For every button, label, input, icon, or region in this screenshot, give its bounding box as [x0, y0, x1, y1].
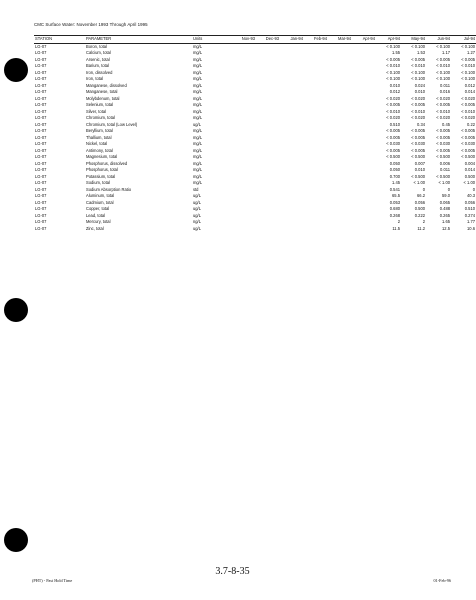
- station-cell: LG-07: [35, 128, 47, 133]
- value-cell: < 0.020: [461, 95, 475, 101]
- value-cell: < 0.500: [411, 173, 425, 179]
- header-month: May-94: [401, 36, 426, 44]
- parameter-cell: Calcium, total: [86, 50, 111, 55]
- table-row: [34, 226, 476, 233]
- value-cell: 1.53: [417, 50, 425, 55]
- value-cell: < 0.020: [461, 115, 475, 120]
- station-cell: LG-07: [35, 219, 47, 224]
- value-cell: 0.053: [389, 199, 400, 205]
- value-cell: 1.55: [392, 50, 400, 55]
- value-cell: < 0.010: [436, 63, 450, 68]
- value-cell: 2: [422, 219, 425, 224]
- value-cell: 0.024: [414, 82, 425, 88]
- value-cell: 0.34: [417, 121, 425, 127]
- value-cell: < 0.005: [411, 134, 425, 140]
- value-cell: 40.3: [467, 193, 475, 198]
- value-cell: < 0.005: [436, 102, 450, 107]
- units-cell: ug/L: [193, 193, 201, 198]
- units-cell: ug/L: [193, 206, 201, 211]
- footnote: (PHT) - Past Hold Time: [32, 578, 73, 583]
- value-cell: 11.5: [392, 225, 400, 231]
- value-cell: 0.016: [439, 89, 450, 94]
- parameter-cell: Barium, total: [86, 63, 109, 68]
- header-month: Dec-93: [256, 36, 280, 44]
- units-cell: mg/L: [193, 180, 203, 185]
- parameter-cell: Molybdenum, total: [86, 95, 120, 101]
- value-cell: < 0.005: [436, 134, 450, 140]
- value-cell: 0.268: [389, 212, 400, 218]
- parameter-cell: Phosphorus, dissolved: [86, 160, 128, 166]
- value-cell: 0.222: [414, 212, 425, 218]
- units-cell: mg/L: [193, 89, 203, 94]
- value-cell: < 0.005: [386, 128, 400, 133]
- value-cell: 0.056: [414, 199, 425, 205]
- value-cell: 0.011: [440, 82, 450, 88]
- parameter-cell: Iron, dissolved: [86, 69, 113, 75]
- units-cell: mg/L: [193, 108, 203, 114]
- value-cell: [328, 226, 352, 233]
- value-cell: < 0.500: [386, 154, 400, 159]
- value-cell: < 0.100: [461, 76, 475, 81]
- value-cell: 0.265: [439, 212, 450, 218]
- station-cell: LG-07: [35, 167, 47, 172]
- value-cell: < 0.005: [436, 128, 450, 133]
- value-cell: 0.012: [389, 89, 400, 94]
- value-cell: 0.010: [414, 167, 425, 172]
- value-cell: < 0.005: [411, 147, 425, 153]
- parameter-cell: Chromium, total: [86, 115, 115, 120]
- parameter-cell: Selenium, total: [86, 102, 114, 107]
- parameter-cell: Silver, total: [86, 108, 107, 114]
- value-cell: < 0.005: [386, 56, 400, 62]
- units-cell: mg/L: [193, 147, 203, 153]
- header-month: Mar-94: [328, 36, 352, 44]
- value-cell: < 0.100: [411, 76, 425, 81]
- value-cell: < 0.020: [411, 115, 425, 120]
- header-month: Jun-94: [426, 36, 451, 44]
- units-cell: mg/L: [193, 173, 203, 179]
- value-cell: 0.006: [439, 160, 450, 166]
- value-cell: 0.014: [464, 167, 475, 172]
- units-cell: mg/L: [193, 63, 203, 68]
- units-cell: ng/L: [193, 219, 201, 224]
- value-cell: < 0.005: [461, 128, 475, 133]
- value-cell: [280, 43, 304, 50]
- units-cell: mg/L: [193, 128, 203, 133]
- value-cell: 0.488: [439, 206, 450, 211]
- value-cell: [256, 226, 280, 233]
- value-cell: 65.5: [392, 193, 400, 198]
- station-cell: LG-07: [35, 180, 47, 185]
- units-cell: ug/L: [193, 225, 201, 231]
- value-cell: [352, 226, 376, 233]
- value-cell: 1.65: [442, 219, 450, 224]
- station-cell: LG-07: [35, 82, 47, 88]
- header-month: Feb-94: [304, 36, 328, 44]
- value-cell: < 0.100: [436, 76, 450, 81]
- units-cell: ug/L: [193, 212, 201, 218]
- header-month: Nov-93: [232, 36, 256, 44]
- header-month: Jan-94: [280, 36, 304, 44]
- station-cell: LG-07: [35, 173, 47, 179]
- units-cell: mg/L: [193, 167, 203, 172]
- header-month: Jul-94: [451, 36, 476, 44]
- parameter-cell: Arsenic, total: [86, 56, 110, 62]
- value-cell: 12.5: [442, 225, 450, 231]
- value-cell: < 0.500: [411, 154, 425, 159]
- footer-code: 01-Feb-96: [433, 578, 451, 583]
- value-cell: < 0.030: [411, 141, 425, 146]
- station-cell: LG-07: [35, 160, 47, 166]
- station-cell: LG-07: [35, 225, 47, 231]
- station-cell: LG-07: [35, 147, 47, 153]
- value-cell: 10.6: [467, 225, 475, 231]
- value-cell: 0.010: [389, 82, 400, 88]
- value-cell: < 1.00: [438, 180, 450, 185]
- value-cell: < 0.005: [386, 147, 400, 153]
- value-cell: < 0.005: [461, 102, 475, 107]
- value-cell: 11.2: [417, 225, 425, 231]
- header-month: Apr-94: [352, 36, 376, 44]
- value-cell: 0.012: [464, 82, 475, 88]
- value-cell: [232, 43, 256, 50]
- value-cell: < 0.005: [461, 134, 475, 140]
- units-cell: mg/L: [193, 102, 203, 107]
- value-cell: 0.541: [389, 186, 400, 192]
- units-cell: ug/L: [193, 121, 201, 127]
- value-cell: < 1.00: [463, 180, 475, 185]
- value-cell: < 0.005: [411, 128, 425, 133]
- units-cell: mg/L: [193, 82, 203, 88]
- units-cell: mg/L: [193, 43, 203, 49]
- parameter-cell: Nickel, total: [86, 141, 108, 146]
- value-cell: 1.27: [467, 50, 475, 55]
- value-cell: 66.2: [417, 193, 425, 198]
- station-cell: LG-07: [35, 102, 47, 107]
- units-cell: mg/L: [193, 69, 203, 75]
- units-cell: mg/L: [193, 154, 203, 159]
- station-cell: LG-07: [35, 115, 47, 120]
- value-cell: < 0.500: [461, 154, 475, 159]
- value-cell: < 0.030: [386, 141, 400, 146]
- value-cell: 0.510: [389, 121, 400, 127]
- value-cell: 0.22: [467, 121, 475, 127]
- station-cell: LG-07: [35, 199, 47, 205]
- water-quality-table: [34, 35, 476, 232]
- value-cell: 2: [397, 219, 400, 224]
- page-number: 3.7-8-35: [215, 566, 250, 577]
- value-cell: [304, 43, 328, 50]
- value-cell: < 0.005: [461, 147, 475, 153]
- value-cell: < 0.030: [436, 141, 450, 146]
- value-cell: < 0.100: [386, 43, 400, 49]
- value-cell: 1.17: [442, 50, 450, 55]
- value-cell: [352, 43, 376, 50]
- value-cell: < 0.100: [436, 43, 450, 49]
- parameter-cell: Potassium, total: [86, 173, 116, 179]
- units-cell: mg/L: [193, 134, 203, 140]
- table-header-row: [34, 36, 476, 44]
- parameter-cell: Antimony, total: [86, 147, 113, 153]
- station-cell: LG-07: [35, 108, 47, 114]
- parameter-cell: Aluminum, total: [86, 193, 115, 198]
- value-cell: [304, 226, 328, 233]
- parameter-cell: Iron, total: [86, 76, 104, 81]
- value-cell: 0.050: [389, 167, 400, 172]
- value-cell: < 0.010: [461, 108, 475, 114]
- value-cell: < 1.00: [413, 180, 425, 185]
- value-cell: < 0.005: [436, 56, 450, 62]
- station-cell: LG-07: [35, 121, 47, 127]
- station-cell: LG-07: [35, 134, 47, 140]
- value-cell: 0.500: [414, 206, 425, 211]
- station-cell: LG-07: [35, 141, 47, 146]
- value-cell: < 0.005: [386, 134, 400, 140]
- value-cell: < 0.100: [411, 43, 425, 49]
- value-cell: 0.050: [389, 160, 400, 166]
- station-cell: LG-07: [35, 193, 47, 198]
- value-cell: 0.500: [464, 173, 475, 179]
- station-cell: LG-07: [35, 186, 47, 192]
- parameter-cell: Mercury, total: [86, 219, 111, 224]
- value-cell: < 0.100: [386, 69, 400, 75]
- parameter-cell: Manganese, dissolved: [86, 82, 127, 88]
- header-parameter: PARAMETER: [85, 36, 192, 44]
- value-cell: 59.0: [442, 193, 450, 198]
- station-cell: LG-07: [35, 63, 47, 68]
- value-cell: 0.274: [464, 212, 475, 218]
- value-cell: 0.065: [439, 199, 450, 205]
- value-cell: < 0.020: [386, 95, 400, 101]
- station-cell: LG-07: [35, 56, 47, 62]
- binder-hole: [4, 298, 28, 322]
- parameter-cell: Sodium, total: [86, 180, 110, 185]
- value-cell: 0.011: [440, 167, 450, 172]
- parameter-cell: Copper, total: [86, 206, 110, 211]
- parameter-cell: Lead, total: [86, 212, 106, 218]
- parameter-cell: Beryllium, total: [86, 128, 113, 133]
- units-cell: mg/L: [193, 95, 203, 101]
- document-title: CMC Surface Water: November 1993 Through April 1995: [34, 22, 148, 27]
- value-cell: < 0.005: [386, 102, 400, 107]
- binder-hole: [4, 58, 28, 82]
- value-cell: < 0.100: [461, 43, 475, 49]
- parameter-cell: Manganese, total: [86, 89, 118, 94]
- value-cell: < 0.005: [411, 56, 425, 62]
- value-cell: < 0.020: [386, 115, 400, 120]
- value-cell: 0.007: [414, 160, 425, 166]
- value-cell: < 0.010: [461, 63, 475, 68]
- value-cell: < 0.100: [436, 69, 450, 75]
- value-cell: 0.680: [389, 206, 400, 211]
- value-cell: 0.014: [464, 89, 475, 94]
- value-cell: 0.510: [464, 206, 475, 211]
- header-units: Units: [192, 36, 232, 44]
- value-cell: < 0.100: [386, 76, 400, 81]
- value-cell: 0.45: [442, 121, 450, 127]
- value-cell: < 0.100: [461, 69, 475, 75]
- value-cell: 0: [472, 186, 475, 192]
- units-cell: mg/L: [193, 56, 203, 62]
- parameter-cell: Cadmium, total: [86, 199, 114, 205]
- value-cell: < 0.020: [436, 95, 450, 101]
- units-cell: ug/L: [193, 199, 201, 205]
- value-cell: 1.45: [392, 180, 400, 185]
- units-cell: mg/L: [193, 115, 203, 120]
- value-cell: 0.056: [464, 199, 475, 205]
- units-cell: std: [193, 186, 199, 192]
- parameter-cell: Sodium Absorption Ratio: [86, 186, 132, 192]
- station-cell: LG-07: [35, 95, 47, 101]
- station-cell: LG-07: [35, 50, 47, 55]
- station-cell: LG-07: [35, 154, 47, 159]
- value-cell: < 0.010: [386, 108, 400, 114]
- value-cell: 0.004: [464, 160, 475, 166]
- station-cell: LG-07: [35, 206, 47, 211]
- value-cell: < 0.010: [411, 63, 425, 68]
- value-cell: < 0.010: [386, 63, 400, 68]
- value-cell: [256, 43, 280, 50]
- binder-hole: [4, 528, 28, 552]
- value-cell: < 0.500: [436, 173, 450, 179]
- parameter-cell: Zinc, total: [86, 225, 104, 231]
- value-cell: 0: [422, 186, 425, 192]
- value-cell: < 0.020: [411, 95, 425, 101]
- value-cell: 0: [447, 186, 450, 192]
- station-cell: LG-07: [35, 212, 47, 218]
- value-cell: < 0.030: [461, 141, 475, 146]
- header-month: Apr-94: [376, 36, 401, 44]
- header-station: STATION: [34, 36, 85, 44]
- value-cell: [232, 226, 256, 233]
- units-cell: mg/L: [193, 50, 203, 55]
- parameter-cell: Phosphorus, total: [86, 167, 118, 172]
- value-cell: 1.77: [467, 219, 475, 224]
- station-cell: LG-07: [35, 69, 47, 75]
- station-cell: LG-07: [35, 43, 47, 49]
- parameter-cell: Chromium, total (Low Level): [86, 121, 138, 127]
- value-cell: 0.700: [389, 173, 400, 179]
- parameter-cell: Boron, total: [86, 43, 107, 49]
- value-cell: [280, 226, 304, 233]
- value-cell: < 0.100: [411, 69, 425, 75]
- value-cell: < 0.005: [436, 147, 450, 153]
- value-cell: < 0.010: [436, 108, 450, 114]
- value-cell: 0.010: [414, 89, 425, 94]
- value-cell: < 0.005: [411, 102, 425, 107]
- value-cell: < 0.005: [461, 56, 475, 62]
- parameter-cell: Magnesium, total: [86, 154, 118, 159]
- station-cell: LG-07: [35, 76, 47, 81]
- table-row: [34, 43, 476, 50]
- value-cell: [328, 43, 352, 50]
- value-cell: < 0.010: [411, 108, 425, 114]
- parameter-cell: Thallium, total: [86, 134, 112, 140]
- units-cell: mg/L: [193, 160, 203, 166]
- units-cell: mg/L: [193, 76, 203, 81]
- station-cell: LG-07: [35, 89, 47, 94]
- units-cell: mg/L: [193, 141, 203, 146]
- value-cell: < 0.020: [436, 115, 450, 120]
- value-cell: < 0.500: [436, 154, 450, 159]
